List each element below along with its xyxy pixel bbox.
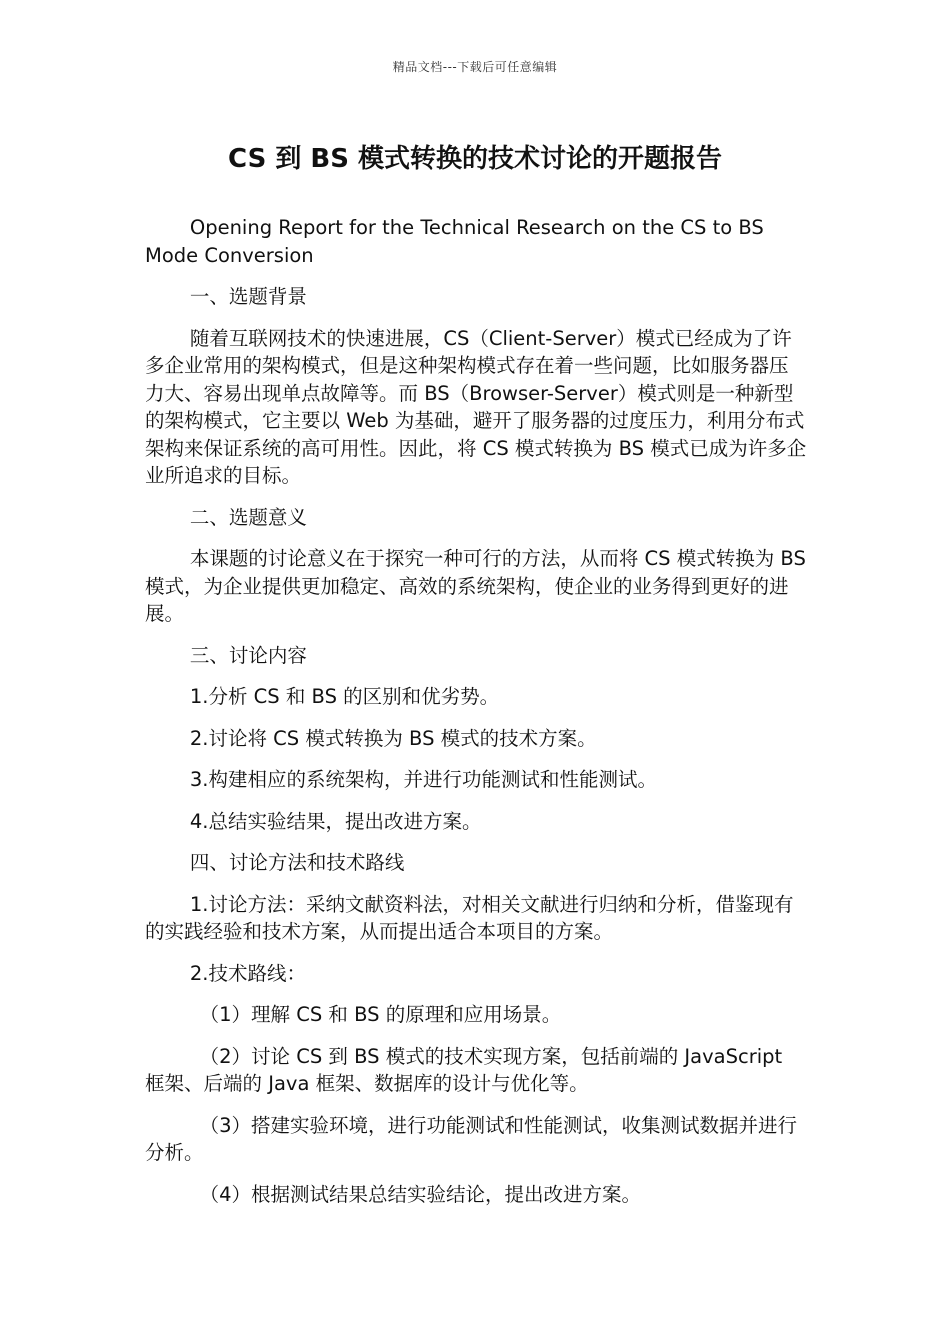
paragraph-significance: 本课题的讨论意义在于探究一种可行的方法，从而将 CS 模式转换为 BS 模式，为企业提供更加稳定、高效的系统架构，使企业的业务得到更好的进展。	[145, 547, 806, 625]
section-heading-significance: 二、选题意义	[189, 505, 307, 529]
content-item-2: 2.讨论将 CS 模式转换为 BS 模式的技术方案。	[189, 726, 597, 750]
section-heading-methods: 四、讨论方法和技术路线	[189, 851, 405, 874]
document-title: CS 到 BS 模式转换的技术讨论的开题报告	[228, 144, 722, 174]
route-step-3: （3）搭建实验环境，进行功能测试和性能测试，收集测试数据并进行分析。	[145, 1113, 798, 1164]
route-step-4: （4）根据测试结果总结实验结论，提出改进方案。	[199, 1182, 642, 1206]
route-step-2: （2）讨论 CS 到 BS 模式的技术实现方案，包括前端的 JavaScript 框架、后端的 Java 框架、数据库的设计与优化等。	[145, 1044, 783, 1095]
section-heading-content: 三、讨论内容	[189, 643, 307, 667]
page-header: 精品文档---下载后可任意编辑	[392, 60, 558, 74]
paragraph-background: 随着互联网技术的快速进展，CS（Client-Server）模式已经成为了许多企业常用的架构模式，但是这种架构模式存在着一些问题，比如服务器压力大、容易出现单点故障等。而 BS（Browser-Server）模式则是一种新型的架构模式，它主要以 Web 为基础，避开了服务器的过度压力，利用分布式架构来保证系统的高可用性。因此，将 CS 模式转换为 BS 模式已成为许多企业所追求的目标。	[145, 326, 807, 487]
content-item-4: 4.总结实验结果，提出改进方案。	[189, 809, 482, 833]
content-item-1: 1.分析 CS 和 BS 的区别和优劣势。	[189, 685, 500, 708]
method-item-1: 1.讨论方法：采纳文献资料法，对相关文献进行归纳和分析，借鉴现有的实践经验和技术方案，从而提出适合本项目的方案。	[145, 892, 794, 943]
section-heading-background: 一、选题背景	[189, 285, 307, 308]
method-item-2: 2.技术路线：	[189, 961, 306, 985]
content-item-3: 3.构建相应的系统架构，并进行功能测试和性能测试。	[189, 768, 657, 791]
english-title: Opening Report for the Technical Research on the CS to BS Mode Conversion	[145, 216, 764, 267]
document-body	[145, 214, 807, 1222]
route-step-1: （1）理解 CS 和 BS 的原理和应用场景。	[199, 1003, 562, 1026]
